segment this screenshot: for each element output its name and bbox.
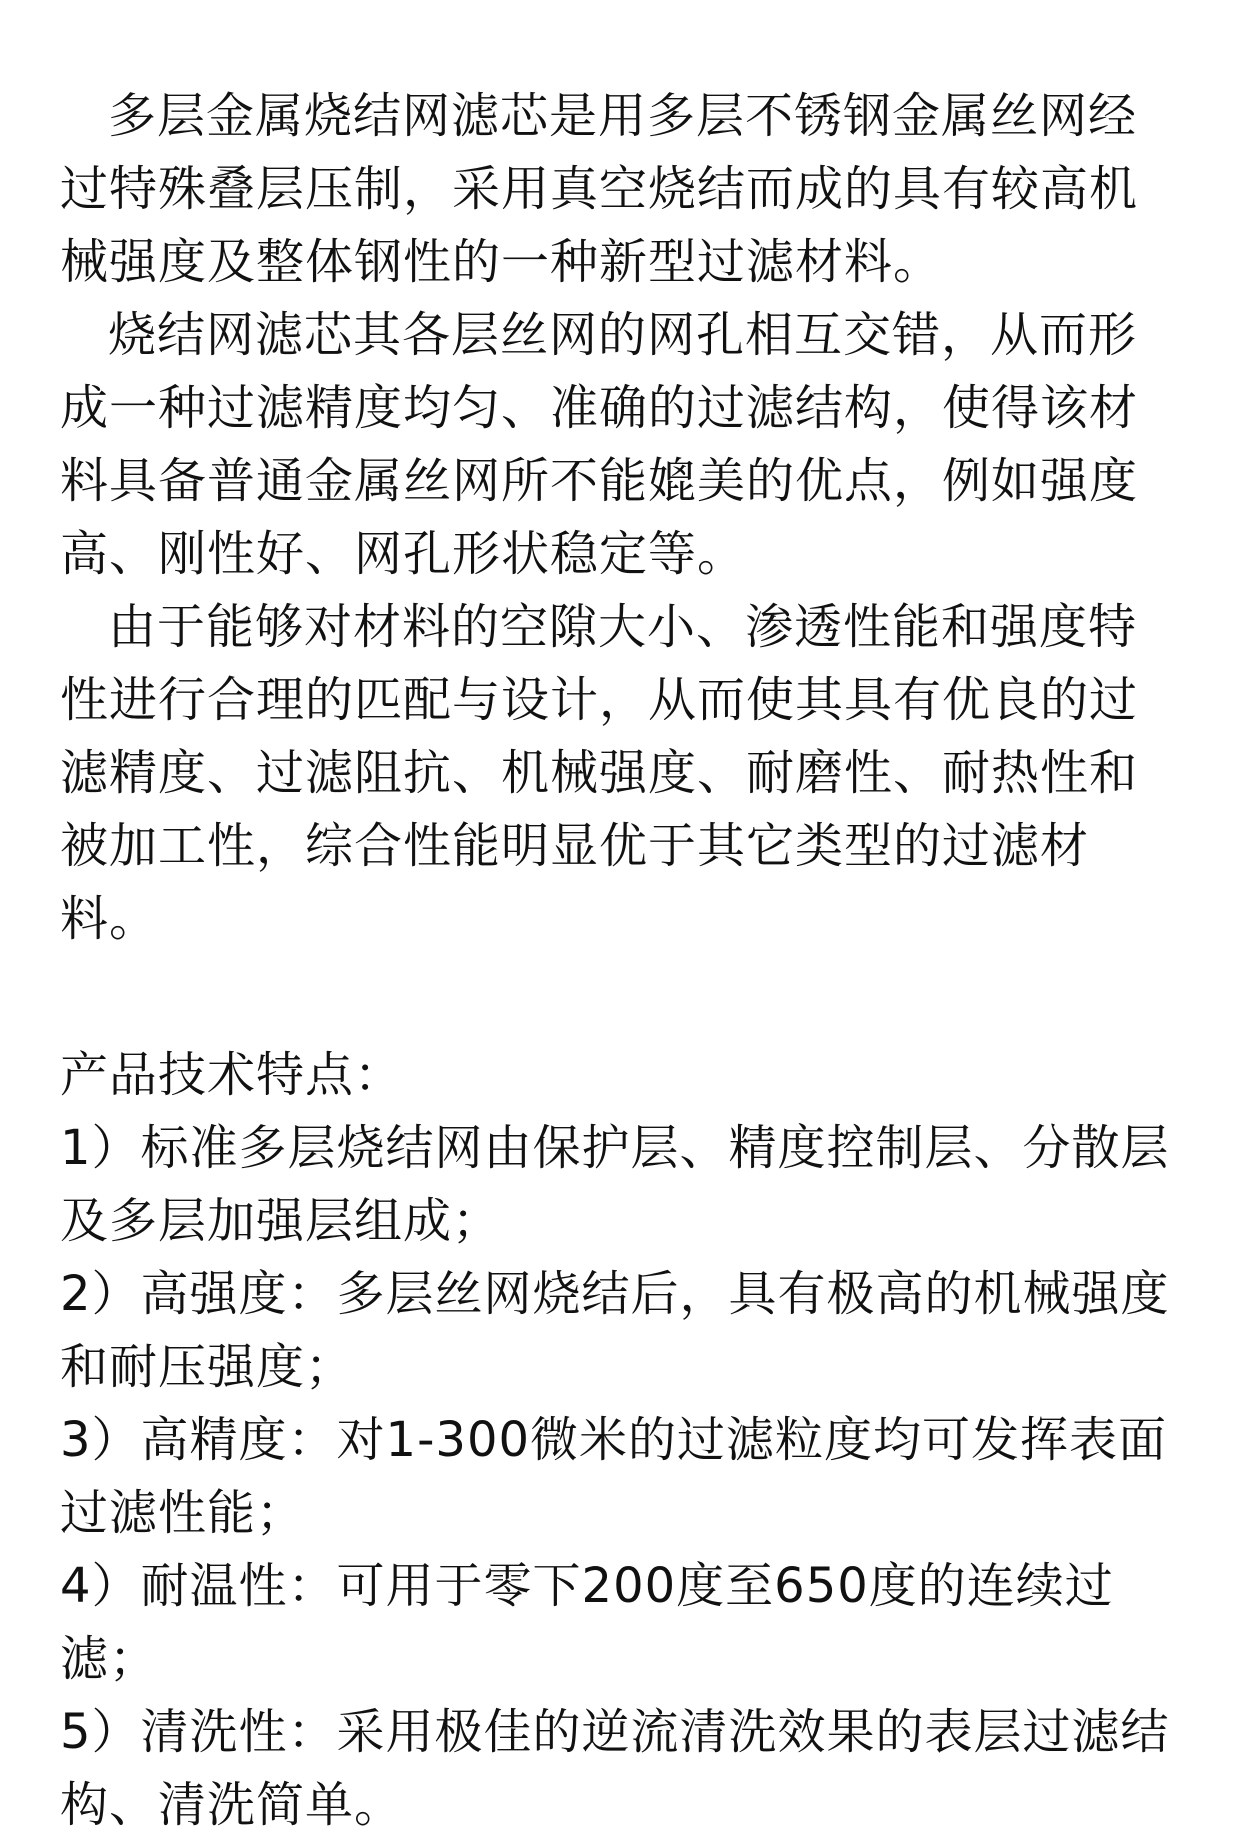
document-page [60,80,1170,1842]
performance-paragraph: 由于能够对材料的空隙大小、渗透性能和强度特性进行合理的匹配与设计，从而使其具有优良的过滤精度、过滤阻抗、机械强度、耐磨性、耐热性和被加工性，综合性能明显优于其它类型的过滤材料。 [60,599,1139,947]
structure-paragraph: 烧结网滤芯其各层丝网的网孔相互交错，从而形成一种过滤精度均匀、准确的过滤结构，使得该材料具备普通金属丝网所不能媲美的优点，例如强度高、刚性好、网孔形状稳定等。 [60,307,1139,582]
feature-item: 1）标准多层烧结网由保护层、精度控制层、分散层及多层加强层组成； [60,1120,1170,1249]
feature-item: 4）耐温性：可用于零下200度至650度的连续过滤； [60,1558,1114,1687]
features-heading: 产品技术特点： [60,1047,404,1103]
feature-item: 5）清洗性：采用极佳的逆流清洗效果的表层过滤结构、清洗简单。 [60,1704,1170,1833]
feature-item: 2）高强度：多层丝网烧结后，具有极高的机械强度和耐压强度； [60,1266,1170,1395]
features-list [60,1112,1170,1842]
section-spacer [60,956,1170,1039]
feature-item: 3）高精度：对1-300微米的过滤粒度均可发挥表面过滤性能； [60,1412,1168,1541]
intro-paragraph: 多层金属烧结网滤芯是用多层不锈钢金属丝网经过特殊叠层压制，采用真空烧结而成的具有较高机械强度及整体钢性的一种新型过滤材料。 [60,88,1139,290]
